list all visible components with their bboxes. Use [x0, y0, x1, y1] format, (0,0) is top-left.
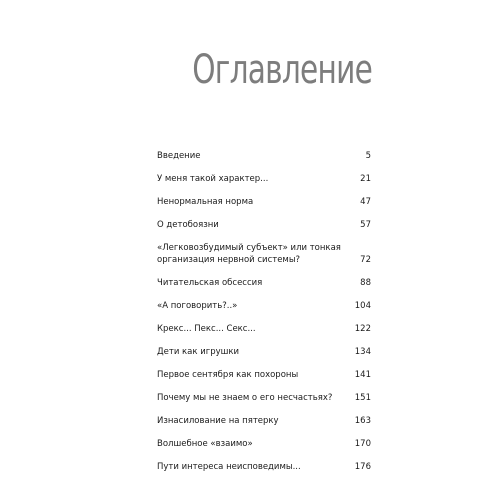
toc-entry — [157, 392, 371, 404]
toc-entry-title: Изнасилование на пятерку — [157, 416, 279, 426]
toc-entry-page: 176 — [354, 462, 371, 472]
toc-entry-title: Крекс... Пекс... Секс... — [157, 324, 256, 334]
toc-entry — [157, 461, 371, 473]
page-title: Оглавление — [192, 47, 372, 93]
toc-entry — [157, 415, 371, 427]
toc-entry-title: Волшебное «взаимо» — [157, 439, 253, 449]
toc-entry-title: Почему мы не знаем о его несчастьях? — [157, 393, 333, 403]
table-of-contents — [157, 150, 371, 484]
toc-entry-page: 151 — [354, 393, 371, 403]
toc-entry — [157, 219, 371, 231]
toc-entry-page: 170 — [354, 439, 371, 449]
toc-entry-page: 104 — [354, 301, 371, 311]
toc-entry-title: Введение — [157, 151, 201, 161]
toc-entry-page: 122 — [354, 324, 371, 334]
toc-entry-page: 5 — [365, 151, 371, 161]
toc-entry-page: 134 — [354, 347, 371, 357]
toc-entry-page: 57 — [360, 220, 371, 230]
toc-entry — [157, 242, 371, 266]
toc-entry — [157, 196, 371, 208]
toc-entry — [157, 323, 371, 335]
toc-entry-page: 88 — [360, 278, 371, 288]
toc-entry — [157, 277, 371, 289]
toc-entry-title: «Легковозбудимый субъект» или тонкая организация нервной системы? — [157, 243, 341, 265]
toc-entry — [157, 150, 371, 162]
toc-entry-title: О детобоязни — [157, 220, 219, 230]
toc-entry-title: Первое сентября как похороны — [157, 370, 299, 380]
toc-entry — [157, 369, 371, 381]
toc-entry-title: У меня такой характер... — [157, 174, 269, 184]
toc-entry-title: Дети как игрушки — [157, 347, 240, 357]
toc-entry-title: Ненормальная норма — [157, 197, 254, 207]
toc-entry — [157, 346, 371, 358]
toc-entry-page: 72 — [360, 255, 371, 265]
toc-entry-title: Пути интереса неисповедимы... — [157, 462, 301, 472]
toc-entry-page: 21 — [360, 174, 371, 184]
toc-entry-title: «А поговорить?..» — [157, 301, 238, 311]
toc-entry — [157, 438, 371, 450]
toc-entry-title: Читательская обсессия — [157, 278, 263, 288]
toc-entry-page: 141 — [354, 370, 371, 380]
toc-entry — [157, 173, 371, 185]
toc-entry — [157, 300, 371, 312]
toc-entry-page: 163 — [354, 416, 371, 426]
toc-entry-page: 47 — [360, 197, 371, 207]
